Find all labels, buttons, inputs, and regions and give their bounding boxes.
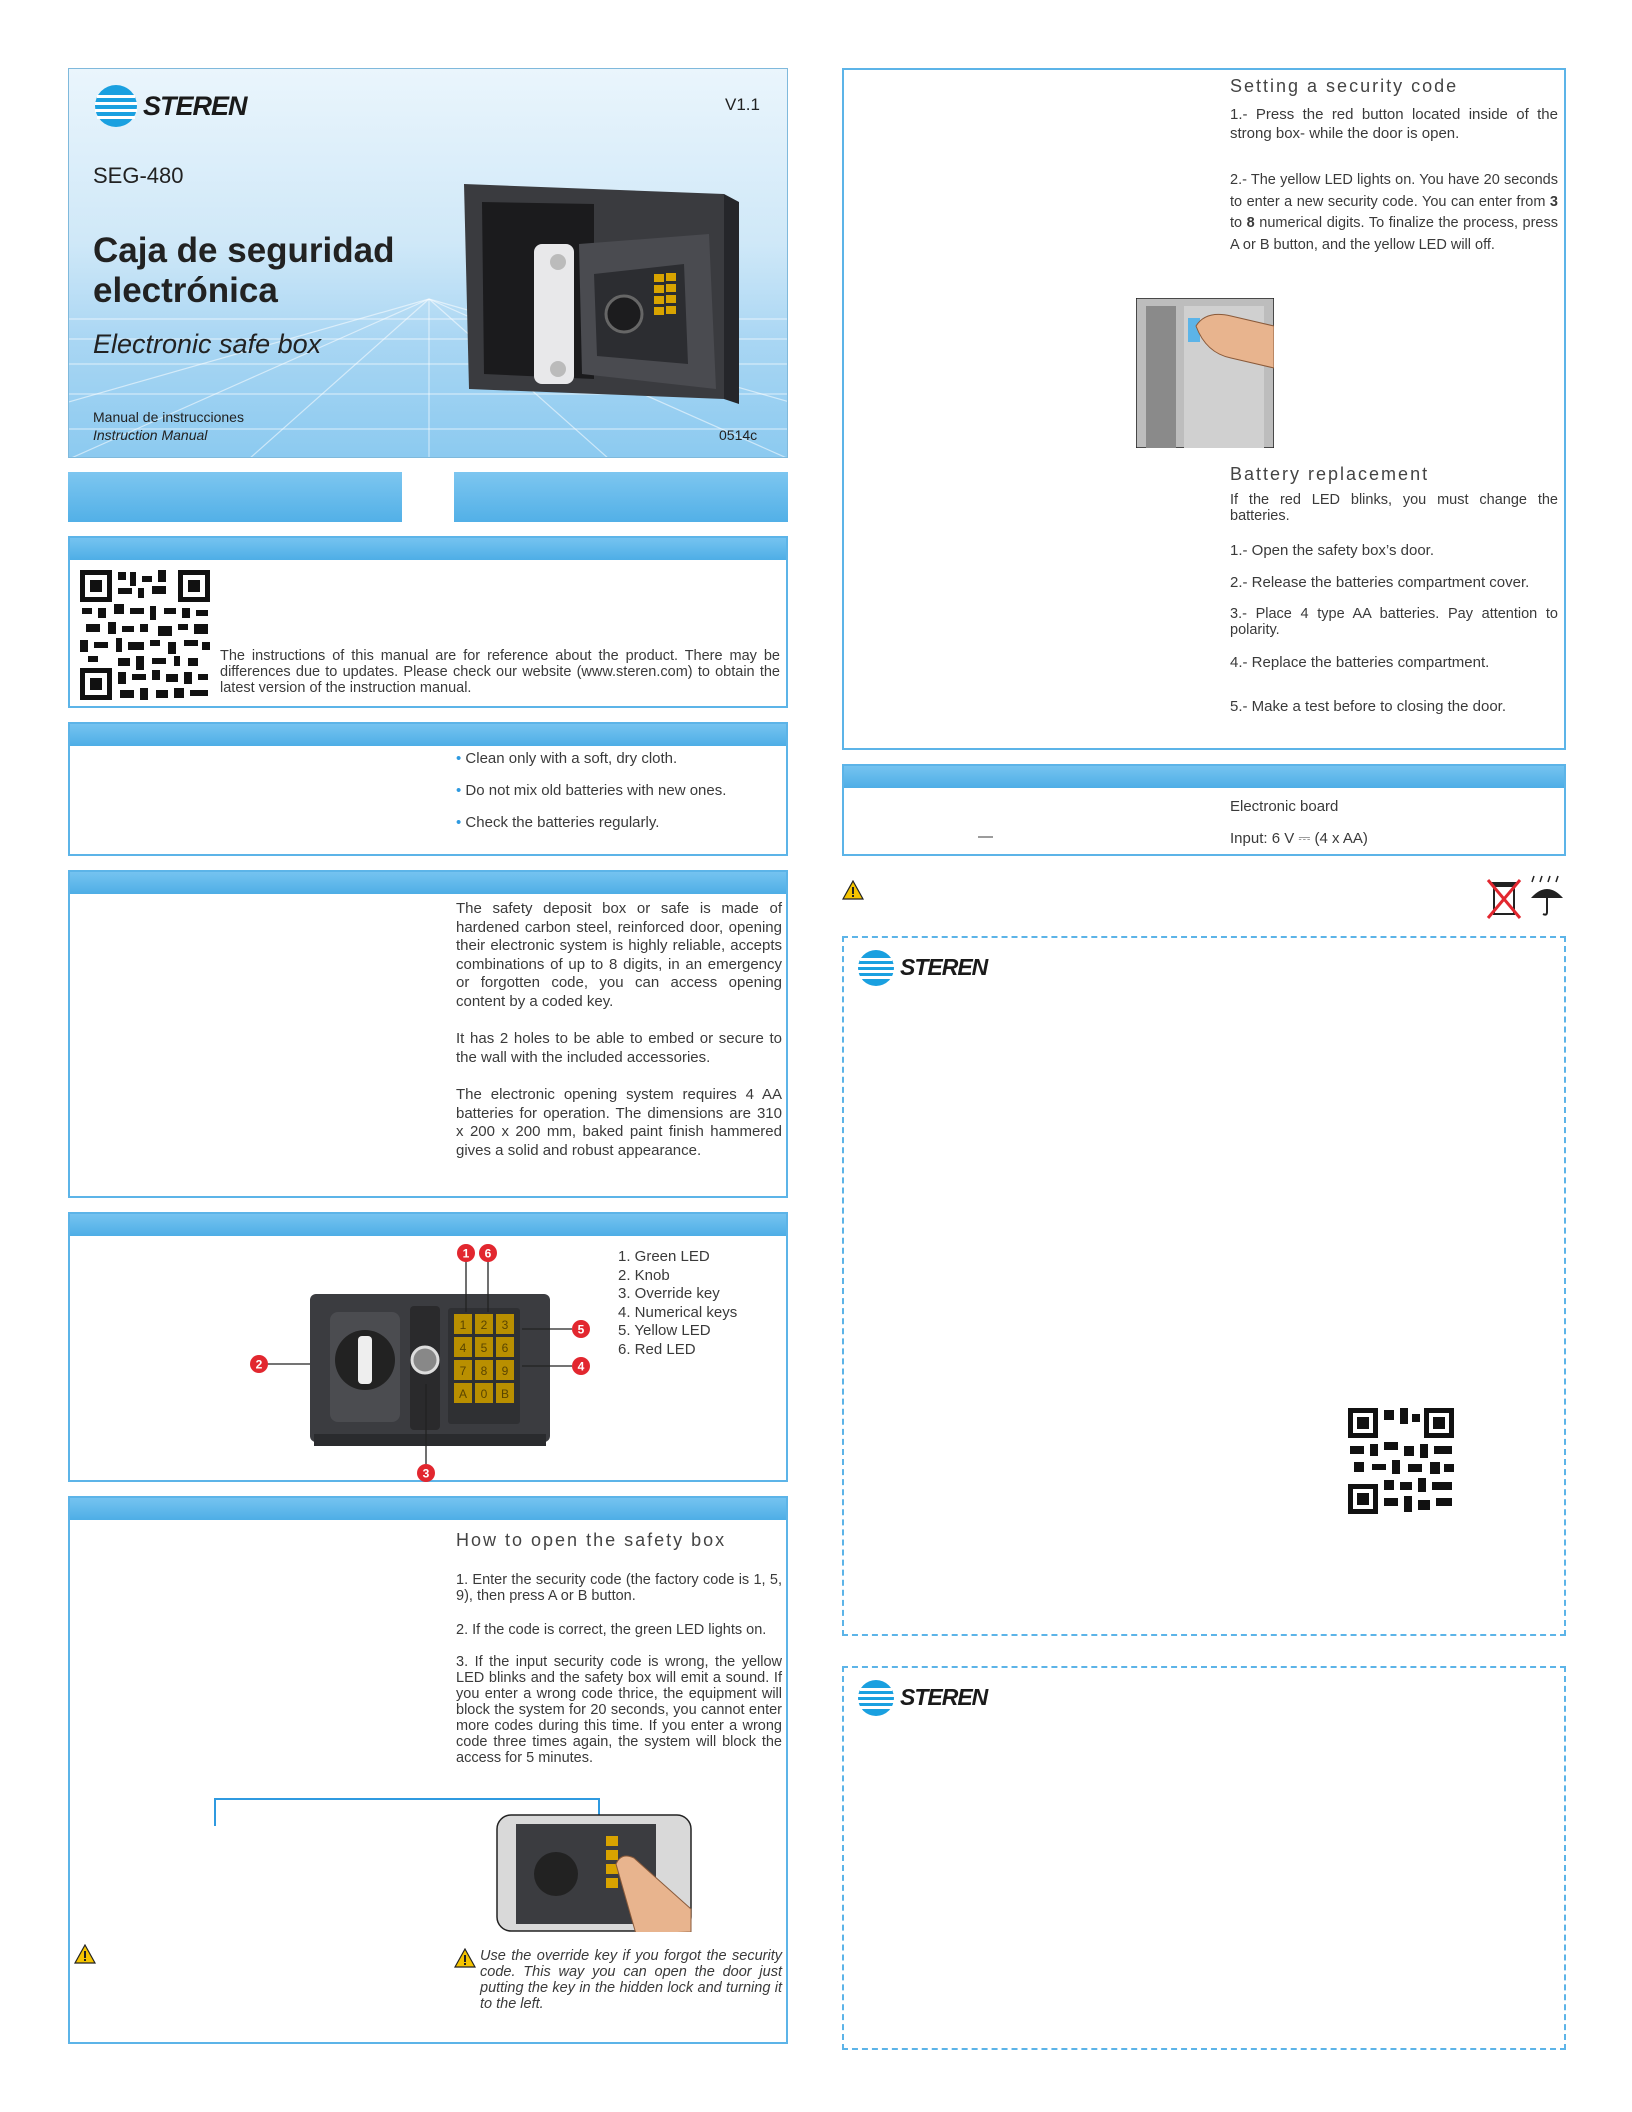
header-bar-right (454, 472, 788, 522)
battery-step: 2.- Release the batteries compartment cover. (1230, 574, 1530, 591)
section-band (70, 724, 786, 746)
svg-text:4: 4 (577, 1359, 585, 1374)
security-step-2-text: to (1230, 215, 1247, 231)
care-item: • Do not mix old batteries with new ones. (456, 782, 726, 799)
open-panel (68, 1496, 788, 2044)
battery-intro: If the red LED blinks, you must change the batteries. (1230, 492, 1558, 524)
description-paragraph-3: The electronic opening system requires 4 AA batteries for operation. The dimensions are 310 x 200 x 200 mm, baked paint finish hammered gives a solid and robust appearance. (456, 1086, 782, 1159)
brand-name: STEREN (900, 954, 988, 980)
security-step-2 (1230, 170, 1558, 256)
svg-text:8: 8 (480, 1364, 488, 1378)
model-number: SEG-480 (93, 163, 184, 188)
steren-logo-icon (93, 83, 139, 129)
qr-code-icon (78, 568, 212, 702)
warning-icon (842, 880, 864, 900)
keypad-key (454, 1360, 472, 1380)
section-band (70, 1498, 786, 1520)
svg-text:5: 5 (577, 1322, 585, 1337)
keypad-press-illustration (496, 1814, 692, 1932)
security-title: Setting a security code (1230, 76, 1459, 96)
svg-text:3: 3 (501, 1318, 509, 1332)
product-title-es (93, 231, 394, 311)
security-step-2-text: 2.- The yellow LED lights on. You have 20 seconds to enter a new security code. You can enter from (1230, 172, 1558, 210)
callout-marker (457, 1244, 475, 1262)
manual-label-en: Instruction Manual (93, 427, 208, 443)
security-step-1: 1.- Press the red button located inside of the strong box- while the door is open. (1230, 106, 1558, 142)
open-step-1: 1. Enter the security code (the factory code is 1, 5, 9), then press A or B button. (456, 1572, 782, 1604)
description-paragraph-2: It has 2 holes to be able to embed or secure to the wall with the included accessories. (456, 1030, 782, 1066)
notice-panel (68, 536, 788, 708)
keypad-key (475, 1383, 493, 1403)
steren-logo-icon (856, 948, 896, 988)
care-item: • Clean only with a soft, dry cloth. (456, 750, 677, 767)
cover-panel (68, 68, 788, 458)
callout-marker (572, 1320, 590, 1338)
keypad-key (475, 1314, 493, 1334)
svg-text:0: 0 (480, 1387, 488, 1401)
red-button-illustration (1136, 298, 1274, 448)
keypad-key (475, 1360, 493, 1380)
description-panel (68, 870, 788, 1198)
parts-list-item: 4. Numerical keys (618, 1303, 738, 1321)
battery-step: 5.- Make a test before to closing the door. (1230, 698, 1506, 715)
open-step-2: 2. If the code is correct, the green LED lights on. (456, 1622, 767, 1638)
security-battery-panel (842, 68, 1566, 750)
parts-list-item: 1. Green LED (618, 1248, 710, 1265)
svg-text:A: A (458, 1387, 468, 1401)
override-warning: Use the override key if you forgot the security code. This way you can open the door just putting the key in the hidden lock and turning it to the left. (480, 1948, 782, 2012)
keep-dry-umbrella-icon (1528, 874, 1566, 918)
warranty-panel (842, 1666, 1566, 2050)
product-title-line2: electrónica (93, 271, 278, 310)
callout-marker (417, 1464, 435, 1482)
keypad-key (454, 1383, 472, 1403)
section-band (844, 766, 1564, 788)
keypad-key (454, 1337, 472, 1357)
steren-logo-icon (856, 1678, 896, 1718)
section-band (70, 1214, 786, 1236)
warning-icon (74, 1944, 96, 1964)
parts-list-item: 2. Knob (618, 1266, 670, 1284)
callout-marker (572, 1357, 590, 1375)
svg-text:6: 6 (484, 1246, 492, 1261)
open-step-3: 3. If the input security code is wrong, the yellow LED blinks and the safety box will emit a sound. If you enter a wrong code thrice, the equipment will block the system for 20 seconds, you cannot enter more codes during this time. If you enter a wrong code three times again, the system will block the access for 5 minutes. (456, 1654, 782, 1766)
callout-marker (479, 1244, 497, 1262)
battery-step: 3.- Place 4 type AA batteries. Pay attention to polarity. (1230, 606, 1558, 638)
svg-text:B: B (500, 1387, 510, 1401)
no-trash-bin-icon (1486, 876, 1522, 920)
svg-text:9: 9 (501, 1364, 509, 1378)
brand-name: STEREN (900, 1684, 988, 1710)
header-bar-left (68, 472, 402, 522)
keypad-key (496, 1360, 514, 1380)
min-digits: 3 (1549, 193, 1558, 210)
parts-list-item: 5. Yellow LED (618, 1322, 711, 1339)
version-label: V1.1 (725, 95, 760, 114)
specs-panel (842, 764, 1566, 856)
svg-text:2: 2 (480, 1318, 488, 1332)
section-band (70, 872, 786, 894)
open-title: How to open the safety box (456, 1530, 727, 1550)
product-title-en: Electronic safe box (93, 329, 322, 359)
svg-text:3: 3 (422, 1466, 430, 1481)
notice-text: The instructions of this manual are for reference about the product. There may be differences due to updates. Please check our website (www.steren.com) to obtain the latest version of the instruction manual. (220, 648, 780, 696)
callout-marker (250, 1355, 268, 1373)
spec-input: Input: 6 V ⎓ (4 x AA) (1230, 830, 1368, 847)
keypad-key (496, 1314, 514, 1334)
brand-name: STEREN (143, 91, 247, 121)
keypad-key (496, 1383, 514, 1403)
svg-text:1: 1 (462, 1246, 470, 1261)
document-code: 0514c (719, 427, 758, 443)
warranty-panel (842, 936, 1566, 1636)
svg-text:2: 2 (255, 1357, 263, 1372)
description-paragraph-1: The safety deposit box or safe is made of hardened carbon steel, reinforced door, opening their electronic system is highly reliable, accepts combinations of up to 8 digits, in an emergency or forgotten code, you can access opening content by a coded key. (456, 900, 782, 1010)
max-digits: 8 (1246, 215, 1255, 231)
svg-text:6: 6 (501, 1341, 509, 1355)
battery-step: 1.- Open the safety box’s door. (1230, 542, 1435, 559)
svg-text:7: 7 (459, 1364, 467, 1378)
svg-text:1: 1 (459, 1318, 467, 1332)
warning-icon (454, 1948, 476, 1968)
keypad-key (496, 1337, 514, 1357)
manual-label-es: Manual de instrucciones (93, 409, 244, 425)
parts-list-item: 6. Red LED (618, 1340, 696, 1358)
spec-dash: — (978, 828, 993, 845)
parts-panel (68, 1212, 788, 1482)
battery-title: Battery replacement (1230, 464, 1430, 484)
svg-text:4: 4 (459, 1341, 467, 1355)
keypad-key (475, 1337, 493, 1357)
care-item: • Check the batteries regularly. (456, 814, 659, 831)
parts-list (618, 1248, 737, 1359)
safe-illustration (454, 174, 744, 419)
security-step-2-text: numerical digits. To finalize the process, press A or B button, and the yellow LED will off. (1230, 215, 1558, 253)
spec-board: Electronic board (1230, 798, 1339, 815)
svg-text:5: 5 (480, 1341, 488, 1355)
section-band (70, 538, 786, 560)
keypad-key (454, 1314, 472, 1334)
qr-code-icon (1346, 1406, 1456, 1516)
care-panel (68, 722, 788, 856)
battery-step: 4.- Replace the batteries compartment. (1230, 654, 1490, 671)
product-title-line1: Caja de seguridad (93, 231, 395, 270)
parts-list-item: 3. Override key (618, 1285, 720, 1302)
